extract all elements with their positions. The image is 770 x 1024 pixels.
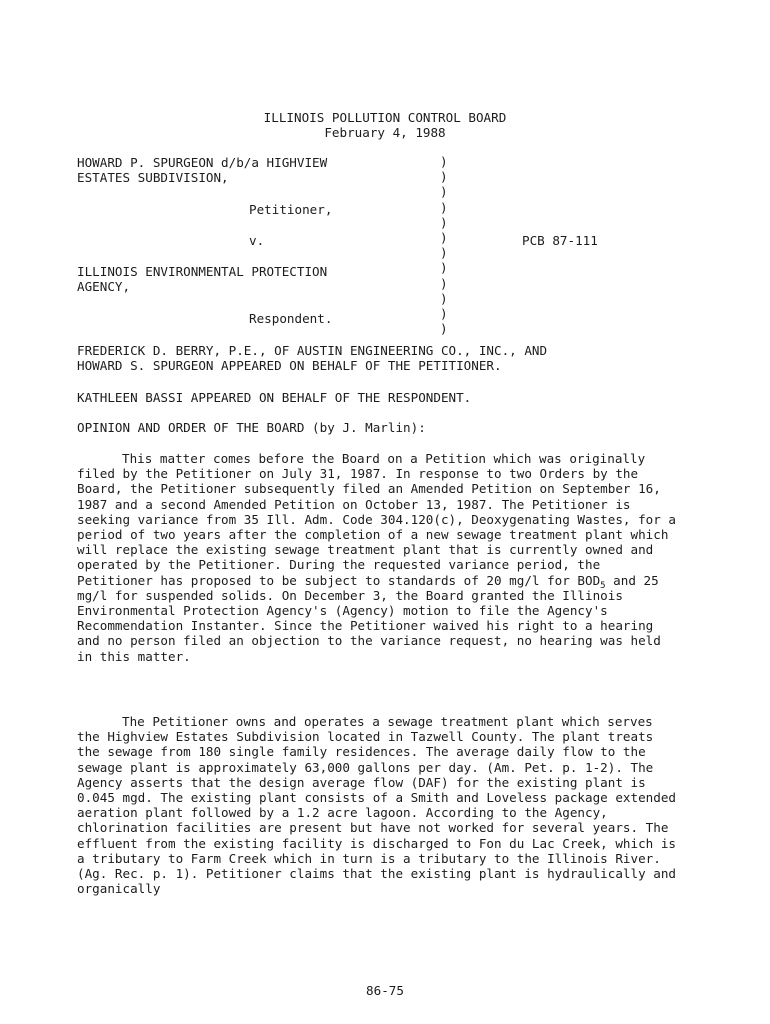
- opinion-heading: OPINION AND ORDER OF THE BOARD (by J. Marlin):: [77, 420, 426, 435]
- petitioner-name-line2: ESTATES SUBDIVISION,: [77, 170, 229, 185]
- paren-mark: ): [440, 321, 448, 337]
- respondent-name-line2: AGENCY,: [77, 279, 131, 294]
- opinion-paragraph-2: The Petitioner owns and operates a sewage treatment plant which serves the Highview Estates Subdivision located in Tazwell County. The plant treats the sewage from 180 single family residences. The average daily flow to the sewage plant is approximately 63,000 gallons per day. (Am. Pet. p. 1-2). The Agency asserts that the design average flow (DAF) for the existing plant is 0.045 mgd. The existing plant consists of a Smith and Loveless package extended aeration plant followed by a 1.2 acre lagoon. According to the Agency, chlorination facilities are present but have not worked for several years. The effluent from the existing facility is discharged to Fon du Lac Creek, which is a tributary to Farm Creek which in turn is a tributary to the Illinois River. (Ag. Rec. p. 1). Petitioner claims that the existing plant is hydraulically and organically: [77, 714, 676, 897]
- respondent-role: Respondent.: [249, 311, 333, 326]
- appearance-petitioner-line2: HOWARD S. SPURGEON APPEARED ON BEHALF OF THE PETITIONER.: [77, 358, 502, 373]
- caption-parentheses: [440, 154, 448, 336]
- paren-mark: ): [440, 275, 448, 291]
- paren-mark: ): [440, 214, 448, 230]
- paren-mark: ): [440, 290, 448, 306]
- paren-mark: ): [440, 199, 448, 215]
- case-number: PCB 87-111: [522, 233, 598, 248]
- paren-mark: ): [440, 245, 448, 261]
- paragraph-1-text-b: and 25 mg/l for suspended solids. On December 3, the Board granted the Illinois Environmental Protection Agency's (Agency) motion to file the Agency's Recommendation Instanter. Since the Petitioner waived his right to a hearing and no person filed an objection to the variance request, no hearing was held in this matter.: [77, 572, 661, 664]
- petitioner-role: Petitioner,: [249, 202, 333, 217]
- opinion-paragraph-1: [77, 451, 677, 664]
- paren-mark: ): [440, 305, 448, 321]
- versus: v.: [249, 233, 265, 248]
- page-number: 86-75: [366, 983, 404, 998]
- paren-mark: ): [440, 154, 448, 169]
- appearance-petitioner-line1: FREDERICK D. BERRY, P.E., OF AUSTIN ENGINEERING CO., INC., AND: [77, 343, 548, 358]
- paragraph-1-text-a: This matter comes before the Board on a Petition which was originally filed by the Petitioner on July 31, 1987. In response to two Orders by the Board, the Petitioner subsequently filed an Amended Petition on September 16, 1987 and a second Amended Petition on October 13, 1987. The Petitioner is seeking variance from 35 Ill. Adm. Code 304.120(c), Deoxygenating Wastes, for a period of two years after the completion of a new sewage treatment plant which will replace the existing sewage treatment plant that is currently owned and operated by the Petitioner. During the requested variance period, the Petitioner has proposed to be subject to standards of 20 mg/l for BOD: [77, 451, 676, 588]
- petitioner-name-line1: HOWARD P. SPURGEON d/b/a HIGHVIEW: [77, 155, 328, 170]
- bod-subscript: 5: [600, 580, 606, 591]
- board-title: ILLINOIS POLLUTION CONTROL BOARD: [263, 110, 507, 125]
- appearance-respondent: KATHLEEN BASSI APPEARED ON BEHALF OF THE RESPONDENT.: [77, 390, 472, 405]
- paren-mark: ): [440, 260, 448, 276]
- paren-mark: ): [440, 169, 448, 185]
- paren-mark: ): [440, 184, 448, 200]
- respondent-name-line1: ILLINOIS ENVIRONMENTAL PROTECTION: [77, 264, 328, 279]
- paren-mark: ): [440, 229, 448, 245]
- document-date: February 4, 1988: [324, 125, 446, 140]
